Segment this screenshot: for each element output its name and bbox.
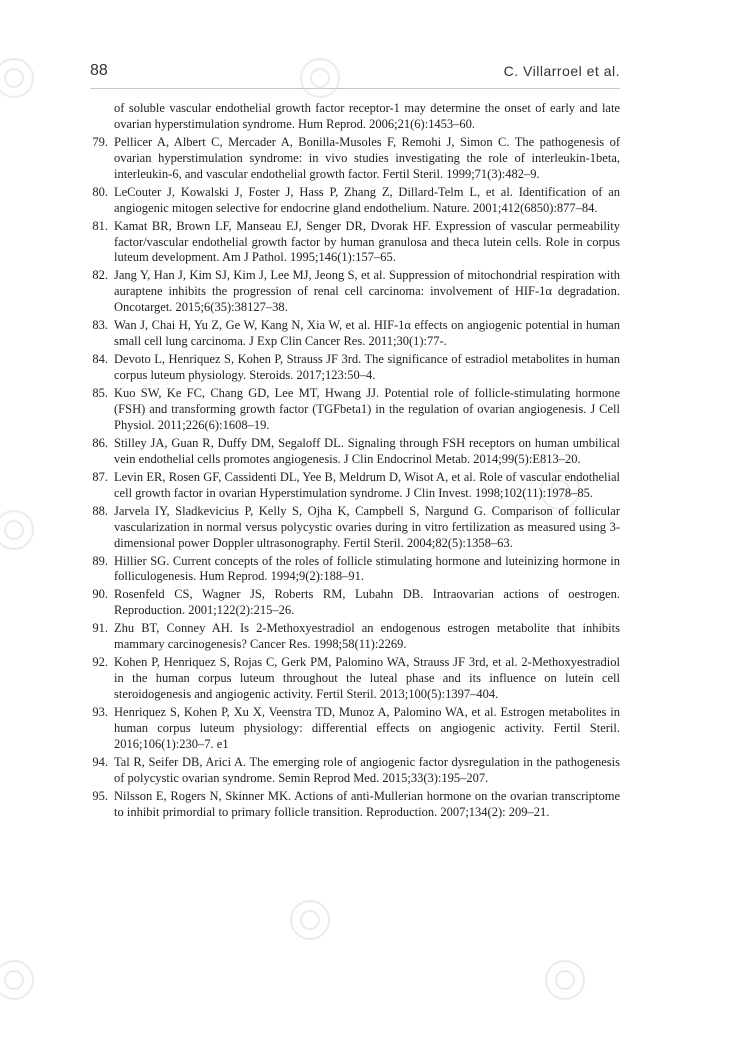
- seal-icon: [290, 900, 330, 940]
- seal-icon: [545, 960, 585, 1000]
- reference-item: [84, 386, 620, 434]
- reference-text: Tal R, Seifer DB, Arici A. The emerging role of angiogenic factor dysregulation in the pathogenesis of polycystic ovarian syndrome. Semin Reprod Med. 2015;33(3):195–207.: [114, 754, 620, 785]
- reference-text: Kuo SW, Ke FC, Chang GD, Lee MT, Hwang JJ. Potential role of follicle-stimulating hormone (FSH) and transforming growth factor (TGFbeta1) in the regulation of ovarian angiogenesis. J Cell Physiol. 2011;226(6):1608–19.: [114, 386, 620, 432]
- reference-text: Levin ER, Rosen GF, Cassidenti DL, Yee B, Meldrum D, Wisot A, et al. Role of vascular endothelial cell growth factor in ovarian Hyperstimulation syndrome. J Clin Invest. 1998;102(11):1978–85.: [114, 469, 620, 500]
- reference-item: [84, 504, 620, 552]
- page-number: 88: [90, 62, 108, 79]
- running-head: C. Villarroel et al.: [503, 63, 620, 79]
- reference-number: 92.: [92, 655, 108, 670]
- reference-text: Devoto L, Henriquez S, Kohen P, Strauss JF 3rd. The significance of estradiol metabolites in human corpus luteum physiology. Steroids. 2017;123:50–4.: [114, 352, 620, 383]
- reference-number: 88.: [92, 503, 108, 518]
- reference-item: [84, 352, 620, 384]
- reference-text: Stilley JA, Guan R, Duffy DM, Segaloff DL. Signaling through FSH receptors on human umbilical vein endothelial cells promotes angiogenesis. J Clin Endocrinol Metab. 2014;99(5):E813–20.: [114, 435, 620, 466]
- reference-number: 84.: [92, 352, 108, 367]
- reference-number: 83.: [92, 318, 108, 333]
- reference-item: [84, 135, 620, 183]
- watermark-mid-left: [0, 510, 34, 550]
- reference-number: 82.: [92, 268, 108, 283]
- seal-icon: [0, 960, 34, 1000]
- reference-item: [84, 185, 620, 217]
- reference-text: Kohen P, Henriquez S, Rojas C, Gerk PM, Palomino WA, Strauss JF 3rd, et al. 2-Methoxyestradiol in the human corpus luteum throughout the luteal phase and its influence on lutein cell steroidogenesis and angiogenic activity. Fertil Steril. 2013;100(5):1397–404.: [114, 655, 620, 702]
- reference-number: 95.: [92, 788, 108, 803]
- reference-number: 90.: [92, 587, 108, 602]
- reference-text: Jarvela IY, Sladkevicius P, Kelly S, Ojha K, Campbell S, Nargund G. Comparison of follicular vascularization in normal versus polycystic ovaries during in vitro fertilization as measured using 3-dimensional power Doppler ultrasonography. Fertil Steril. 2004;82(5):1358–63.: [114, 503, 620, 550]
- reference-item: [84, 436, 620, 468]
- reference-number: 86.: [92, 435, 108, 450]
- reference-number: 94.: [92, 754, 108, 769]
- reference-number: 89.: [92, 553, 108, 568]
- watermark-bottom-left: [0, 960, 34, 1000]
- reference-number: 79.: [92, 134, 108, 149]
- watermark-bottom-right: [545, 960, 585, 1000]
- reference-item: [84, 268, 620, 316]
- watermark-top-left: [0, 58, 34, 98]
- reference-item: [84, 219, 620, 267]
- reference-text: Zhu BT, Conney AH. Is 2-Methoxyestradiol an endogenous estrogen metabolite that inhibits mammary carcinogenesis? Cancer Res. 1998;58(11):2269.: [114, 621, 620, 652]
- reference-text: Jang Y, Han J, Kim SJ, Kim J, Lee MJ, Jeong S, et al. Suppression of mitochondrial respiration with auraptene inhibits the progression of renal cell carcinoma: involvement of HIF-1α degradation. Oncotarget. 2015;6(35):38127–38.: [114, 268, 620, 315]
- reference-text: Kamat BR, Brown LF, Manseau EJ, Senger DR, Dvorak HF. Expression of vascular permeability factor/vascular endothelial growth factor by human granulosa and theca lutein cells. Role in corpus luteum development. Am J Pathol. 1995;146(1):157–65.: [114, 218, 620, 265]
- reference-item: [84, 655, 620, 703]
- reference-item: [84, 705, 620, 753]
- reference-text: Nilsson E, Rogers N, Skinner MK. Actions of anti-Mullerian hormone on the ovarian transcriptome to inhibit primordial to primary follicle transition. Reproduction. 2007;134(2): 209–21.: [114, 788, 620, 819]
- reference-number: 91.: [92, 621, 108, 636]
- reference-item: [84, 587, 620, 619]
- reference-item: [84, 755, 620, 787]
- reference-item: [84, 470, 620, 502]
- seal-icon: [0, 510, 34, 550]
- reference-item: [84, 621, 620, 653]
- page-header: [90, 62, 620, 89]
- reference-item: [84, 789, 620, 821]
- reference-number: 80.: [92, 184, 108, 199]
- seal-icon: [0, 58, 34, 98]
- reference-number: 81.: [92, 218, 108, 233]
- watermark-bottom-center: [290, 900, 330, 940]
- reference-list: [84, 101, 620, 823]
- reference-number: 85.: [92, 386, 108, 401]
- reference-item: [84, 318, 620, 350]
- reference-item: [84, 554, 620, 586]
- reference-text: Wan J, Chai H, Yu Z, Ge W, Kang N, Xia W, et al. HIF-1α effects on angiogenic potential in human small cell lung carcinoma. J Exp Clin Cancer Res. 2011;30(1):77-.: [114, 318, 620, 349]
- reference-text: Hillier SG. Current concepts of the roles of follicle stimulating hormone and luteinizing hormone in folliculogenesis. Hum Reprod. 1994;9(2):188–91.: [114, 553, 620, 584]
- reference-text: Pellicer A, Albert C, Mercader A, Bonilla-Musoles F, Remohi J, Simon C. The pathogenesis of ovarian hyperstimulation syndrome: in vivo studies investigating the role of interleukin-1beta, interleukin-6, and vascular endothelial growth factor. Fertil Steril. 1999;71(3):482–9.: [114, 134, 620, 181]
- reference-text: Rosenfeld CS, Wagner JS, Roberts RM, Lubahn DB. Intraovarian actions of oestrogen. Reproduction. 2001;122(2):215–26.: [114, 587, 620, 618]
- reference-number: 87.: [92, 469, 108, 484]
- reference-text: of soluble vascular endothelial growth factor receptor-1 may determine the onset of early and late ovarian hyperstimulation syndrome. Hum Reprod. 2006;21(6):1453–60.: [114, 101, 620, 131]
- reference-number: 93.: [92, 705, 108, 720]
- reference-text: LeCouter J, Kowalski J, Foster J, Hass P, Zhang Z, Dillard-Telm L, et al. Identification of an angiogenic mitogen selective for endocrine gland endothelium. Nature. 2001;412(6850):877–84.: [114, 184, 620, 215]
- reference-item: [84, 101, 620, 133]
- reference-text: Henriquez S, Kohen P, Xu X, Veenstra TD, Munoz A, Palomino WA, et al. Estrogen metabolites in human corpus luteum physiology: differential effects on angiogenic activity. Fertil Steril. 2016;106(1):230–7. e1: [114, 705, 620, 751]
